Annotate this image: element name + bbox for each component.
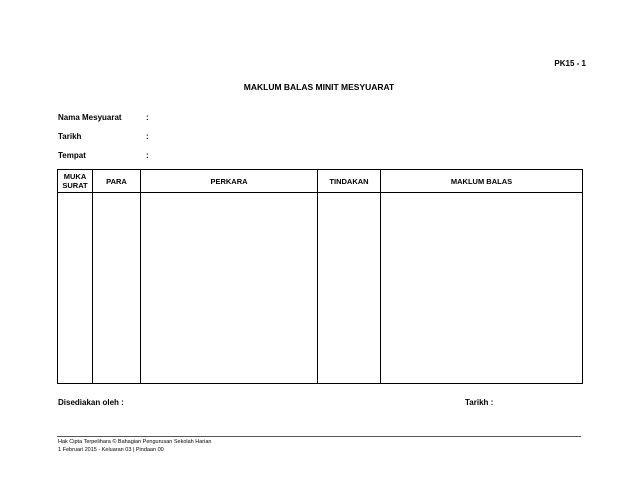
field-label: Tarikh	[58, 132, 82, 141]
column-header-line: SURAT	[62, 181, 88, 190]
table-cell	[58, 193, 93, 384]
table-cell	[381, 193, 583, 384]
footer-divider	[57, 436, 581, 437]
field-colon: :	[146, 151, 149, 160]
footer-copyright: Hak Cipta Terpelihara © Bahagian Pengurusan Sekolah Harian	[58, 439, 212, 445]
footer-revision: 1 Februari 2015 - Keluaran 03 | Pindaan 00	[58, 447, 164, 453]
table-cell	[318, 193, 381, 384]
prepared-by-label: Disediakan oleh :	[58, 398, 124, 407]
table-cell	[141, 193, 318, 384]
field-colon: :	[146, 113, 149, 122]
table-header-row	[58, 170, 583, 193]
field-label: Tempat	[58, 151, 86, 160]
document-title: MAKLUM BALAS MINIT MESYUARAT	[243, 82, 395, 92]
field-colon: :	[146, 132, 149, 141]
column-header-page	[58, 170, 93, 193]
document-code: PK15 - 1	[554, 59, 586, 68]
column-header-action: TINDAKAN	[318, 170, 381, 193]
column-header-paragraph: PARA	[93, 170, 141, 193]
signoff-date-label: Tarikh :	[465, 398, 494, 407]
column-header-feedback: MAKLUM BALAS	[381, 170, 583, 193]
column-header-line: MUKA	[63, 172, 87, 181]
column-header-matter: PERKARA	[141, 170, 318, 193]
field-label: Nama Mesyuarat	[58, 113, 122, 122]
table-row	[58, 193, 583, 384]
table-cell	[93, 193, 141, 384]
minutes-feedback-table	[57, 169, 583, 384]
